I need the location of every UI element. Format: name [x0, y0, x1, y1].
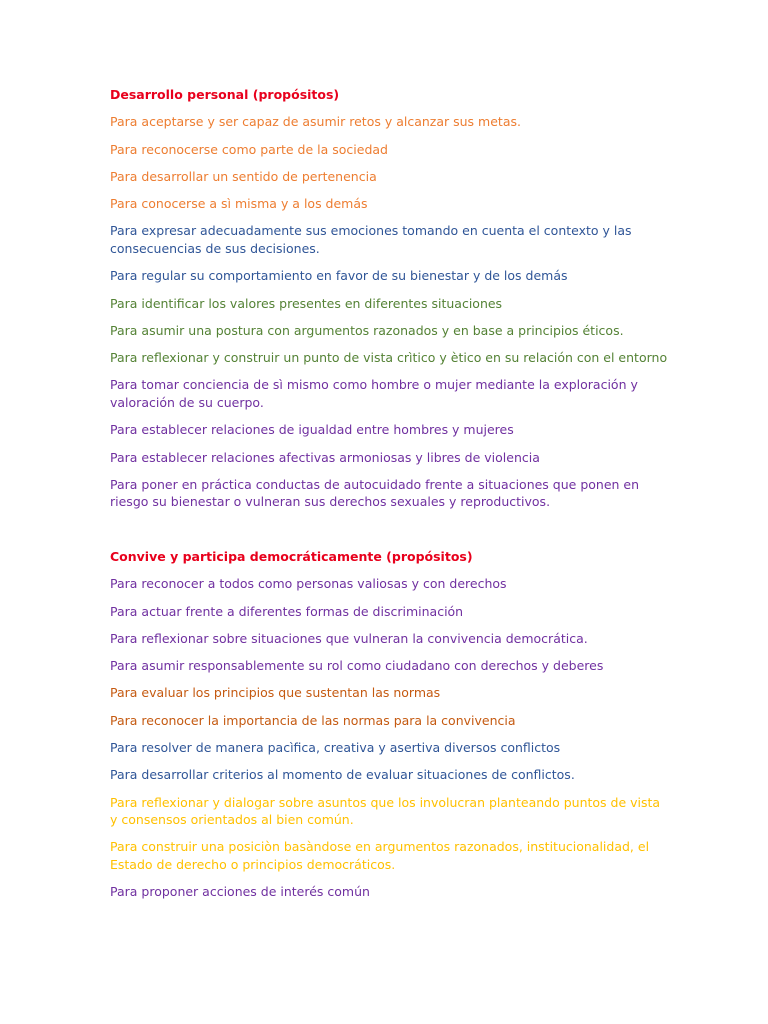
- section-heading: Convive y participa democráticamente (propósitos): [110, 549, 473, 564]
- list-item: Para establecer relaciones afectivas armoniosas y libres de violencia: [110, 449, 540, 465]
- list-item: Para reflexionar sobre situaciones que vulneran la convivencia democrática.: [110, 630, 588, 646]
- list-item: Para construir una posiciòn basàndose en argumentos razonados, institucionalidad, el Estado de derecho o principios democráticos.: [110, 839, 650, 872]
- list-item: Para tomar conciencia de sì mismo como hombre o mujer mediante la exploración y valoración de su cuerpo.: [110, 377, 638, 410]
- list-item: Para reflexionar y dialogar sobre asuntos que los involucran planteando puntos de vista y consensos orientados al bien común.: [110, 794, 661, 828]
- list-item: Para reconocer la importancia de las normas para la convivencia: [110, 712, 516, 728]
- list-item: Para asumir responsablemente su rol como ciudadano con derechos y deberes: [110, 658, 604, 674]
- list-item: Para expresar adecuadamente sus emociones tomando en cuenta el contexto y las consecuencias de sus decisiones.: [110, 223, 632, 256]
- list-item: Para reflexionar y construir un punto de vista crìtico y ètico en su relación con el entorno: [110, 350, 668, 366]
- section-convive-participa: [110, 548, 670, 911]
- list-item: Para proponer acciones de interés común: [110, 884, 370, 900]
- list-item: Para establecer relaciones de igualdad entre hombres y mujeres: [110, 422, 514, 438]
- list-item: Para conocerse a sì misma y a los demás: [110, 196, 368, 212]
- list-item: Para resolver de manera pacìfica, creativa y asertiva diversos conflictos: [110, 740, 561, 756]
- list-item: Para actuar frente a diferentes formas de discriminación: [110, 603, 464, 619]
- list-item: Para evaluar los principios que sustentan las normas: [110, 685, 441, 701]
- list-item: Para poner en práctica conductas de autocuidado frente a situaciones que ponen en riesgo su bienestar o vulneran sus derechos sexuales y reproductivos.: [110, 476, 640, 510]
- list-item: Para aceptarse y ser capaz de asumir retos y alcanzar sus metas.: [110, 114, 521, 130]
- section-desarrollo-personal: [110, 86, 670, 521]
- section-heading: Desarrollo personal (propósitos): [110, 87, 340, 102]
- list-item: Para identificar los valores presentes en diferentes situaciones: [110, 295, 503, 311]
- list-item: Para reconocerse como parte de la sociedad: [110, 141, 388, 157]
- list-item: Para regular su comportamiento en favor de su bienestar y de los demás: [110, 268, 568, 284]
- list-item: Para reconocer a todos como personas valiosas y con derechos: [110, 576, 507, 592]
- list-item: Para desarrollar un sentido de pertenencia: [110, 168, 377, 184]
- list-item: Para desarrollar criterios al momento de evaluar situaciones de conflictos.: [110, 767, 575, 783]
- list-item: Para asumir una postura con argumentos razonados y en base a principios éticos.: [110, 322, 624, 338]
